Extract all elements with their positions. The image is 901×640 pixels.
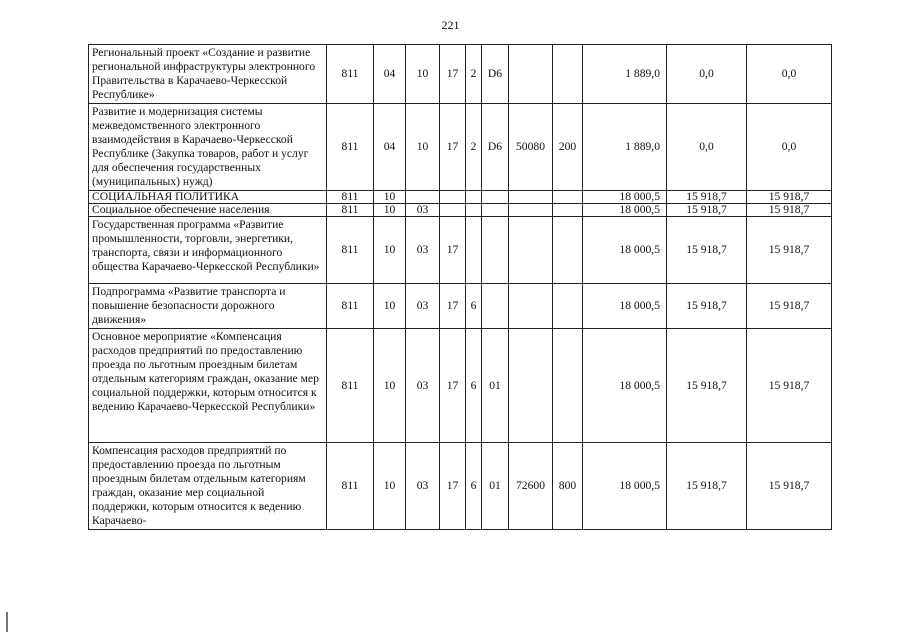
cell-ministry-code: 811: [327, 45, 374, 104]
cell-subprogram: 6: [466, 329, 482, 443]
cell-section: 04: [374, 45, 406, 104]
cell-expense-type: [553, 284, 583, 329]
cell-program: 17: [440, 217, 466, 284]
cell-direction: [509, 204, 553, 217]
cell-amount-year2: 0,0: [667, 45, 747, 104]
cell-amount-year3: 15 918,7: [747, 443, 832, 530]
cell-program: 17: [440, 329, 466, 443]
table-row: [89, 217, 832, 284]
cell-amount-year2: 0,0: [667, 104, 747, 191]
cell-section: 04: [374, 104, 406, 191]
cell-ministry-code: 811: [327, 284, 374, 329]
cell-amount-year2: 15 918,7: [667, 329, 747, 443]
cell-subsection: 03: [406, 329, 440, 443]
cell-subsection: 10: [406, 104, 440, 191]
cell-subsection: 03: [406, 443, 440, 530]
cell-direction: [509, 284, 553, 329]
cell-section: 10: [374, 284, 406, 329]
cell-expense-type: [553, 204, 583, 217]
table-row: [89, 204, 832, 217]
cell-program: 17: [440, 443, 466, 530]
cell-program: 17: [440, 284, 466, 329]
cell-amount-year1: 18 000,5: [583, 217, 667, 284]
cell-amount-year3: 15 918,7: [747, 329, 832, 443]
cell-direction: [509, 329, 553, 443]
cell-subsection: 03: [406, 204, 440, 217]
cell-amount-year1: 18 000,5: [583, 204, 667, 217]
cell-ministry-code: 811: [327, 204, 374, 217]
cell-subsection: 03: [406, 284, 440, 329]
cell-amount-year1: 18 000,5: [583, 443, 667, 530]
cell-section: 10: [374, 217, 406, 284]
cell-amount-year2: 15 918,7: [667, 204, 747, 217]
cell-ministry-code: 811: [327, 217, 374, 284]
cell-amount-year3: 15 918,7: [747, 284, 832, 329]
cell-amount-year1: 18 000,5: [583, 329, 667, 443]
cell-section: 10: [374, 191, 406, 204]
cell-ministry-code: 811: [327, 104, 374, 191]
cell-direction: [509, 45, 553, 104]
row-description: Социальное обеспечение населения: [89, 204, 327, 217]
cell-program: [440, 204, 466, 217]
cell-amount-year1: 18 000,5: [583, 191, 667, 204]
cell-ministry-code: 811: [327, 443, 374, 530]
cell-program: 17: [440, 45, 466, 104]
cell-event: 01: [482, 329, 509, 443]
cell-amount-year1: 1 889,0: [583, 104, 667, 191]
cell-amount-year2: 15 918,7: [667, 217, 747, 284]
cell-event: [482, 217, 509, 284]
cell-ministry-code: 811: [327, 329, 374, 443]
cell-expense-type: [553, 329, 583, 443]
cell-amount-year1: 1 889,0: [583, 45, 667, 104]
cell-event: [482, 204, 509, 217]
cell-amount-year2: 15 918,7: [667, 284, 747, 329]
page-number: 221: [441, 18, 460, 32]
table-row: [89, 191, 832, 204]
cell-amount-year2: 15 918,7: [667, 191, 747, 204]
table-row: [89, 329, 832, 443]
cell-event: [482, 284, 509, 329]
cell-amount-year1: 18 000,5: [583, 284, 667, 329]
cell-amount-year3: 15 918,7: [747, 204, 832, 217]
cell-amount-year3: 15 918,7: [747, 217, 832, 284]
cell-event: 01: [482, 443, 509, 530]
table-row: [89, 284, 832, 329]
cell-amount-year3: 0,0: [747, 104, 832, 191]
cell-direction: [509, 191, 553, 204]
cell-program: [440, 191, 466, 204]
budget-table: [88, 44, 832, 530]
cell-event: D6: [482, 45, 509, 104]
cell-program: 17: [440, 104, 466, 191]
cell-subprogram: 2: [466, 45, 482, 104]
cell-event: [482, 191, 509, 204]
row-description: Региональный проект «Создание и развитие региональной инфраструктуры электронного Правительства в Карачаево-Черкесской Республике»: [89, 45, 327, 104]
row-description: Основное мероприятие «Компенсация расходов предприятий по предоставлению проезда по льготным проездным билетам отдельным категориям граждан, оказание мер социальной поддержки, которым относится к ведению Карачаево-Черкесской Республики»: [89, 329, 327, 443]
row-description: СОЦИАЛЬНАЯ ПОЛИТИКА: [89, 191, 327, 204]
row-description: Развитие и модернизация системы межведомственного электронного взаимодействия в Карачаево-Черкесской Республике (Закупка товаров, работ и услуг для обеспечения государственных (муниципальных) нужд): [89, 104, 327, 191]
cell-expense-type: [553, 217, 583, 284]
cell-section: 10: [374, 329, 406, 443]
cell-amount-year2: 15 918,7: [667, 443, 747, 530]
row-description: Подпрограмма «Развитие транспорта и повышение безопасности дорожного движения»: [89, 284, 327, 329]
cell-subprogram: [466, 204, 482, 217]
cell-ministry-code: 811: [327, 191, 374, 204]
cell-subsection: [406, 191, 440, 204]
cell-section: 10: [374, 204, 406, 217]
cell-subsection: 10: [406, 45, 440, 104]
row-description: Государственная программа «Развитие промышленности, торговли, энергетики, транспорта, связи и информационного общества Карачаево-Черкесской Республики»: [89, 217, 327, 284]
cell-subprogram: [466, 191, 482, 204]
cell-subprogram: 6: [466, 284, 482, 329]
cell-direction: 50080: [509, 104, 553, 191]
cell-subprogram: 6: [466, 443, 482, 530]
row-description: Компенсация расходов предприятий по предоставлению проезда по льготным проездным билетам отдельным категориям граждан, оказание мер социальной поддержки, которым относится к ведению Карачаево-: [89, 443, 327, 530]
table-row: [89, 104, 832, 191]
table-row: [89, 443, 832, 530]
cell-event: D6: [482, 104, 509, 191]
cell-amount-year3: 0,0: [747, 45, 832, 104]
cell-subprogram: [466, 217, 482, 284]
cell-subprogram: 2: [466, 104, 482, 191]
cell-expense-type: 800: [553, 443, 583, 530]
cell-section: 10: [374, 443, 406, 530]
table-row: [89, 45, 832, 104]
cell-amount-year3: 15 918,7: [747, 191, 832, 204]
cell-direction: 72600: [509, 443, 553, 530]
cell-expense-type: [553, 45, 583, 104]
cell-subsection: 03: [406, 217, 440, 284]
cell-direction: [509, 217, 553, 284]
cell-expense-type: [553, 191, 583, 204]
cell-expense-type: 200: [553, 104, 583, 191]
scan-edge-mark: [6, 612, 8, 632]
